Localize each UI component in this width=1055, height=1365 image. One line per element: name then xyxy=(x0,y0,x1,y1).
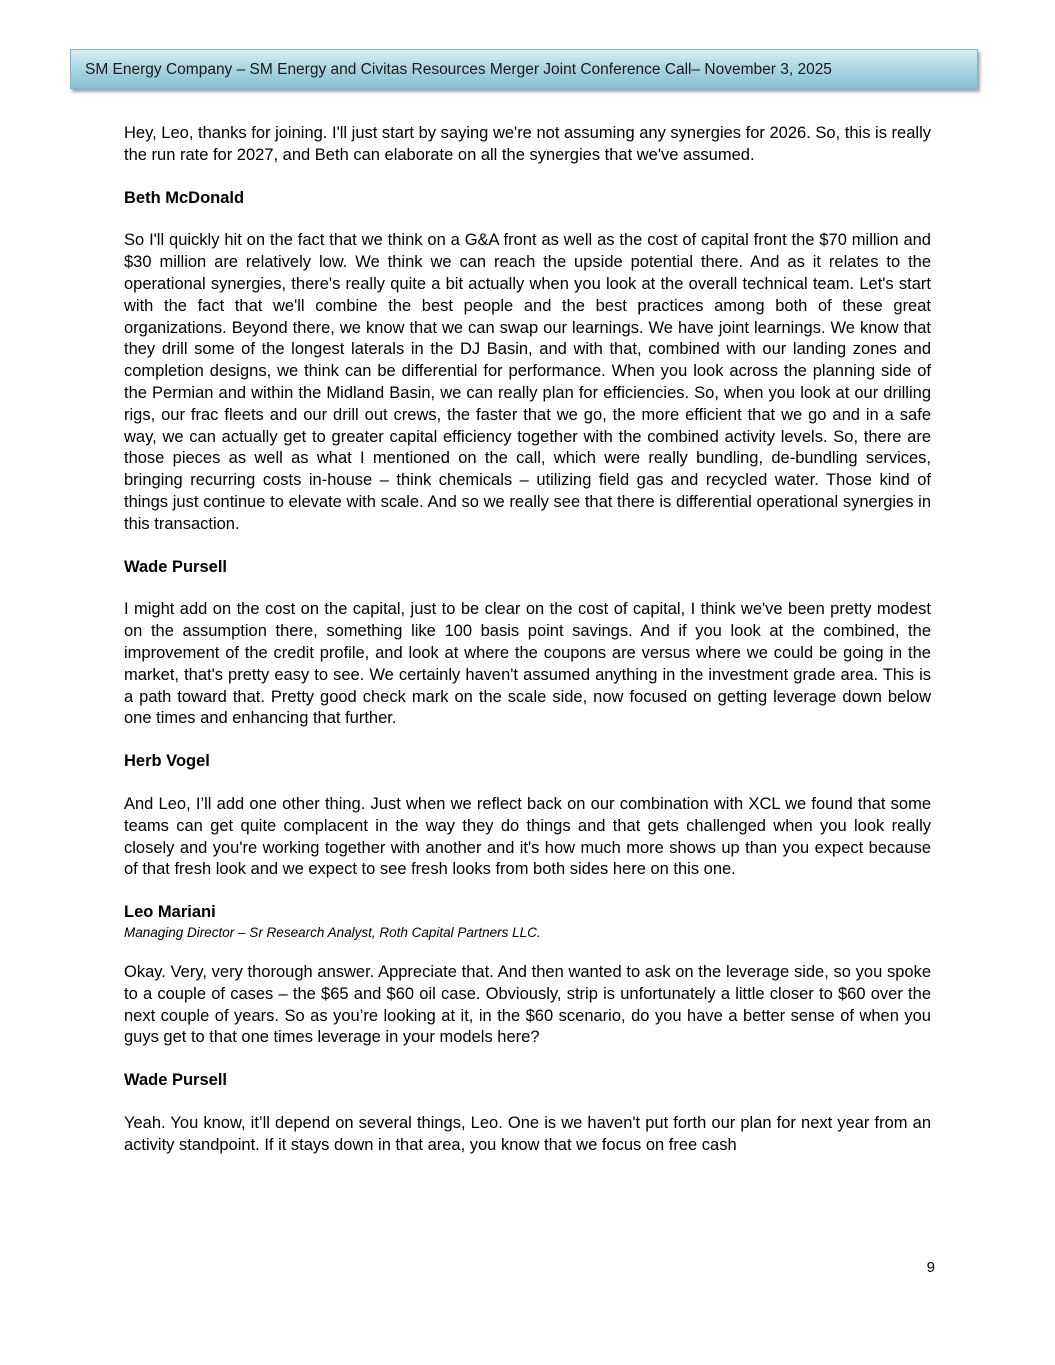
speaker-title: Managing Director – Sr Research Analyst, Roth Capital Partners LLC. xyxy=(124,924,541,940)
speaker-name: Wade Pursell xyxy=(124,1071,228,1090)
transcript-body xyxy=(124,123,931,1156)
speaker-paragraph: So I'll quickly hit on the fact that we think on a G&A front as well as the cost of capital front the $70 million and $30 million are relatively low. We think we can reach the upside potential there. And as it relates to the operational synergies, there's really quite a bit actually when you look at the overall technical team. Let's start with the fact that we'll combine the best people and the best practices among both of these great organizations. Beyond there, we know that we can swap our learnings. We have joint learnings. We know that they drill some of the longest laterals in the DJ Basin, and with that, combined with our landing zones and completion designs, we think can be differential for performance. When you look across the planning side of the Permian and within the Midland Basin, we can really plan for efficiencies. So, when you look at our drilling rigs, our frac fleets and our drill out crews, the faster that we go, the more efficient that we go and in a safe way, we can actually get to greater capital efficiency together with the combined activity levels. So, there are those pieces as well as what I mentioned on the call, which were really bundling, de-bundling services, bringing recurring costs in-house – think chemicals – utilizing field gas and recycled water. Those kind of things just continue to elevate with scale. And so we really see that there is differential operational synergies in this transaction. xyxy=(124,231,931,533)
intro-paragraph: Hey, Leo, thanks for joining. I'll just start by saying we're not assuming any synergies for 2026. So, this is really the run rate for 2027, and Beth can elaborate on all the synergies that we've assumed. xyxy=(124,124,931,164)
speaker-paragraph: Okay. Very, very thorough answer. Appreciate that. And then wanted to ask on the leverage side, so you spoke to a couple of cases – the $65 and $60 oil case. Obviously, strip is unfortunately a little closer to $60 over the next couple of years. So as you’re looking at it, in the $60 scenario, do you have a better sense of when you guys get to that one times leverage in your models here? xyxy=(124,962,931,1047)
speaker-name: Leo Mariani xyxy=(124,903,216,922)
speaker-name: Beth McDonald xyxy=(124,188,245,207)
speaker-paragraph: And Leo, I’ll add one other thing. Just when we reflect back on our combination with XCL we found that some teams can get quite complacent in the way they do things and that gets challenged when you look really closely and you're working together with another and it's how much more shows up than you expect because of that fresh look and we expect to see fresh looks from both sides here on this one. xyxy=(124,794,931,879)
document-header-title: SM Energy Company – SM Energy and Civitas Resources Merger Joint Conference Call– November 3, 2025 xyxy=(85,61,832,78)
speaker-name: Herb Vogel xyxy=(124,752,210,771)
speaker-name: Wade Pursell xyxy=(124,557,228,576)
speaker-paragraph: I might add on the cost on the capital, just to be clear on the cost of capital, I think we've been pretty modest on the assumption there, something like 100 basis point savings. And if you look at the combined, the improvement of the credit profile, and look at where the coupons are versus where we could be going in the market, that's pretty easy to see. We certainly haven't assumed anything in the investment grade area. This is a path toward that. Pretty good check mark on the scale side, now focused on getting leverage down below one times and enhancing that further. xyxy=(124,600,931,728)
document-header-banner xyxy=(70,49,978,89)
page-number: 9 xyxy=(926,1259,935,1276)
speaker-paragraph: Yeah. You know, it’ll depend on several things, Leo. One is we haven't put forth our plan for next year from an activity standpoint. If it stays down in that area, you know that we focus on free cash xyxy=(124,1113,931,1154)
